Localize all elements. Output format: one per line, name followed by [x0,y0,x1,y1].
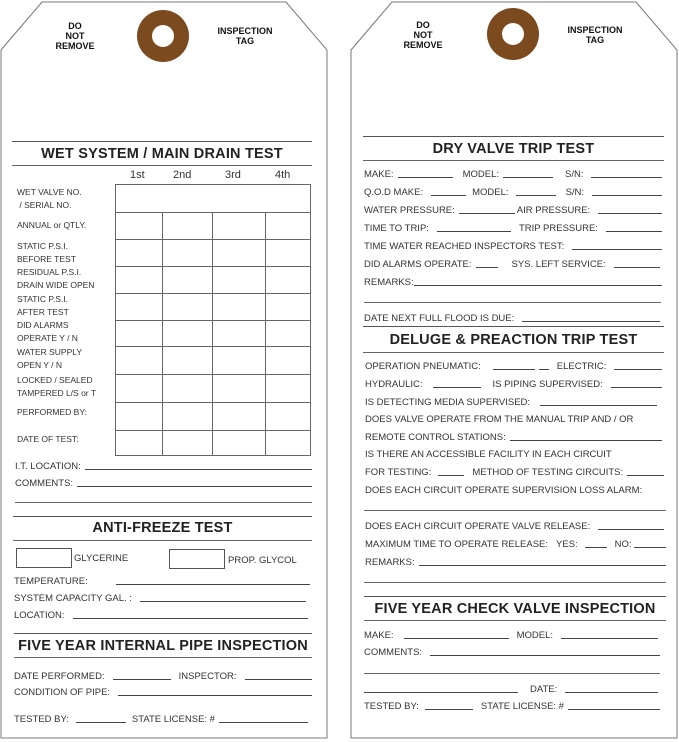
blank-line[interactable] [419,565,666,566]
yes-label: YES: [556,539,578,550]
qod-model-label: MODEL: [472,187,509,198]
grid-cell[interactable] [266,347,311,375]
grid-cell[interactable] [163,375,213,403]
max-time-label: MAXIMUM TIME TO OPERATE RELEASE: [365,539,549,550]
blank-line[interactable] [431,195,466,196]
glycerine-label: GLYCERINE [74,553,129,564]
detecting-label: IS DETECTING MEDIA SUPERVISED: [365,397,531,408]
prop-glycol-label: PROP. GLYCOL [228,555,297,566]
electric-label: ELECTRIC: [556,361,607,372]
grid-cell[interactable] [163,213,213,240]
rows-label: DRAIN WIDE OPEN [17,280,95,290]
comments-field[interactable] [15,476,312,489]
comments-label: COMMENTS: [364,647,423,658]
column-header-3rd: 3rd [225,169,241,181]
tested-by-field[interactable] [14,712,308,725]
remove-label: REMOVE [403,40,443,50]
date-next-label: DATE NEXT FULL FLOOD IS DUE: [364,313,515,324]
do-text: DO [68,21,82,31]
blank-line[interactable] [598,529,664,530]
grid-cell[interactable] [266,321,311,347]
trip-pressure-label: TRIP PRESSURE: [518,223,598,234]
grid-cell[interactable] [116,375,163,403]
blank-line[interactable] [611,387,662,388]
make-model-sn-field[interactable] [364,167,662,180]
blank-line[interactable] [493,369,535,370]
column-header-1st: 1st [130,169,145,181]
did-alarms-label: DID ALARMS OPERATE: [364,259,472,270]
grid-cell[interactable] [266,431,311,456]
blank-line[interactable] [510,440,662,441]
rows-label: / SERIAL NO. [17,200,72,210]
remote-label: REMOTE CONTROL STATIONS: [365,432,506,443]
deluge-remarks-field[interactable] [365,555,666,568]
blank-line[interactable] [140,601,306,602]
time-water-label: TIME WATER REACHED INSPECTORS TEST: [364,241,565,252]
model-label: MODEL: [516,630,553,641]
grid-cell[interactable] [116,321,163,347]
grid-cell[interactable] [266,213,311,240]
anti-freeze-title: ANTI-FREEZE TEST [92,520,233,536]
remarks-blank-line[interactable] [364,582,666,583]
blank-line[interactable] [116,584,310,585]
blank-line[interactable] [433,387,481,388]
air-pressure-label: AIR PRESSURE: [516,205,591,216]
remove-text: REMOVE [55,41,95,51]
grid-cell[interactable] [213,403,266,431]
rows-label: WET VALVE NO. [17,187,82,197]
not-label: NOT [413,30,433,40]
blank-line[interactable] [503,177,553,178]
tested-by-label: TESTED BY: [364,701,419,712]
rows-label: ANNUAL or QTLY. [17,220,87,230]
grid-cell[interactable] [163,240,213,267]
row-label-annual [17,219,86,232]
grid-cell[interactable] [213,321,266,347]
divider [12,165,312,166]
location-field[interactable] [14,608,308,621]
blank-line[interactable] [76,722,126,723]
blank-line[interactable] [425,709,473,710]
system-capacity-field[interactable] [14,591,306,604]
rows-label: RESIDUAL P.S.I. [17,267,82,277]
grid-cell[interactable] [213,347,266,375]
dry-valve-inspection-tag [350,0,679,742]
rows-label: STATIC P.S.I. [17,294,69,304]
blank-line[interactable] [591,177,662,178]
inspection-label: INSPECTION [567,25,623,35]
water-pressure-label: WATER PRESSURE: [364,205,455,216]
grid-cell[interactable] [163,403,213,431]
grid-cell[interactable] [213,213,266,240]
grid-cell[interactable] [213,267,266,294]
accessible-facility-text: IS THERE AN ACCESSIBLE FACILITY IN EACH CIRCUIT [365,449,612,460]
hydraulic-label: HYDRAULIC: [365,379,423,390]
blank-line[interactable] [627,475,664,476]
grommet-icon [137,10,189,62]
blank-line[interactable] [561,638,658,639]
blank-line[interactable] [430,655,660,656]
dry-valve-title: DRY VALVE TRIP TEST [432,141,595,157]
rows-label: PERFORMED BY: [17,407,87,417]
manual-trip-text: DOES VALVE OPERATE FROM THE MANUAL TRIP AND / OR [365,414,634,425]
pneumatic-electric-field[interactable] [365,359,662,372]
blank-line[interactable] [565,692,658,693]
divider [363,160,664,161]
divider [14,657,312,658]
blank-line[interactable] [598,213,662,214]
blank-line[interactable] [73,618,309,619]
blank-line[interactable] [85,469,312,470]
grid-cell[interactable] [116,213,163,240]
tested-by-label: TESTED BY: [14,714,69,725]
blank-line[interactable] [634,547,666,548]
remarks-blank-line[interactable] [364,302,661,303]
qod-field[interactable] [364,185,662,198]
check-tested-by-field[interactable] [364,699,660,712]
qod-sn-label: S/N: [565,187,585,198]
temperature-label: TEMPERATURE: [14,576,88,587]
blank-line[interactable] [614,369,662,370]
supervision-blank-line[interactable] [364,510,666,511]
supervision-loss-alarm-text: DOES EACH CIRCUIT OPERATE SUPERVISION LOSS ALARM: [365,485,643,496]
grid-cell[interactable] [266,240,311,267]
rows-label: WATER SUPPLY [17,347,83,357]
valve-release-field[interactable] [365,519,664,532]
grid-cell[interactable] [266,403,311,431]
divider [13,516,312,517]
check-make-model-field[interactable] [364,628,658,641]
grid-cell[interactable] [266,375,311,403]
tag-label: TAG [585,35,605,45]
condition-label: CONDITION OF PIPE: [14,687,111,698]
row-label-residual [17,266,94,292]
grid-cell[interactable] [163,294,213,321]
comments-blank-line[interactable] [15,502,312,503]
blank-line[interactable] [398,177,453,178]
inspection-tag-label [555,25,635,45]
date-next-flood-field[interactable] [364,311,660,324]
inspection-text: INSPECTION [217,26,273,36]
model-label: MODEL: [462,169,499,180]
rows-label: BEFORE TEST [17,254,76,264]
inspector-label: INSPECTOR: [178,671,237,682]
row-label-date-of-test [17,433,79,446]
date-performed-label: DATE PERFORMED: [14,671,105,682]
dry-remarks-field[interactable] [364,275,662,288]
prop-glycol-checkbox[interactable] [169,549,225,569]
time-water-field[interactable] [364,239,662,252]
grid-cell[interactable] [163,347,213,375]
blank-line[interactable] [585,547,607,548]
blank-line[interactable] [219,722,308,723]
it-location-label: I.T. LOCATION: [15,461,81,472]
date-label: DATE: [530,684,558,695]
rows-label: AFTER TEST [17,307,69,317]
do-not-remove-label [393,20,453,50]
deluge-title: DELUGE & PREACTION TRIP TEST [389,332,638,348]
grid-cell[interactable] [116,294,163,321]
blank-line[interactable] [539,369,549,370]
blank-line[interactable] [77,486,312,487]
rows-label: STATIC P.S.I. [17,241,69,251]
temperature-field[interactable] [14,574,310,587]
piping-label: IS PIPING SUPERVISED: [492,379,603,390]
grid-cell[interactable] [213,240,266,267]
comments-blank-line[interactable] [364,673,660,674]
testing-method-field[interactable] [365,465,664,478]
location-label: LOCATION: [14,610,65,621]
blank-line[interactable] [414,285,662,286]
grid-cell[interactable] [213,375,266,403]
divider [14,633,312,634]
detecting-media-field[interactable] [365,395,657,408]
blank-line[interactable] [113,679,171,680]
grid-cell[interactable] [213,431,266,456]
max-time-field[interactable] [365,537,666,550]
for-testing-label: FOR TESTING: [365,467,432,478]
it-location-field[interactable] [15,459,312,472]
blank-line[interactable] [118,695,312,696]
sys-left-label: SYS. LEFT SERVICE: [511,259,606,270]
row-label-static-before [17,240,76,266]
make-label: MAKE: [364,169,394,180]
blank-line[interactable] [606,231,662,232]
check-date-field[interactable] [364,682,658,695]
rows-label: DATE OF TEST: [17,434,79,444]
rows-label: OPEN Y / N [17,360,63,370]
remarks-label: REMARKS: [364,277,414,288]
divider [13,540,312,541]
blank-line[interactable] [516,195,556,196]
state-license-label: STATE LICENSE: # [131,714,215,725]
divider [363,326,664,327]
blank-line[interactable] [245,679,313,680]
grid-cell[interactable] [213,294,266,321]
check-valve-title: FIVE YEAR CHECK VALVE INSPECTION [374,601,656,617]
pneumatic-label: OPERATION PNEUMATIC: [365,361,481,372]
pressure-field[interactable] [364,203,662,216]
blank-line[interactable] [438,475,464,476]
blank-line[interactable] [540,405,657,406]
inspection-tag-label [205,26,285,46]
grid-cell[interactable] [116,431,163,456]
row-label-locked [17,374,96,400]
do-label: DO [416,20,430,30]
rows-label: OPERATE Y / N [17,333,78,343]
row-label-static-after [17,293,69,319]
wet-system-grid [115,184,311,456]
blank-line[interactable] [522,321,660,322]
grid-cell[interactable] [116,347,163,375]
wet-system-inspection-tag [0,0,329,742]
wet-system-title: WET SYSTEM / MAIN DRAIN TEST [41,146,283,162]
row-label-alarms [17,319,78,345]
blank-line[interactable] [568,709,660,710]
divider [364,620,666,621]
column-header-2nd: 2nd [173,169,192,181]
condition-field[interactable] [14,685,312,698]
pipe-inspection-title: FIVE YEAR INTERNAL PIPE INSPECTION [18,638,308,654]
rows-label: TAMPERED L/S or T [17,388,97,398]
rows-label: LOCKED / SEALED [17,375,93,385]
grid-cell[interactable] [163,431,213,456]
not-text: NOT [65,31,85,41]
row-label-water-supply [17,346,82,372]
capacity-label: SYSTEM CAPACITY GAL. : [14,593,132,604]
state-license-label: STATE LICENSE: # [480,701,564,712]
valve-release-label: DOES EACH CIRCUIT OPERATE VALVE RELEASE: [365,521,591,532]
make-label: MAKE: [364,630,394,641]
sn-label: S/N: [565,169,584,180]
grid-cell[interactable] [116,240,163,267]
method-label: METHOD OF TESTING CIRCUITS: [472,467,624,478]
blank-line[interactable] [614,267,660,268]
divider [12,141,312,142]
do-not-remove-label [45,21,105,51]
no-label: NO: [614,539,632,550]
blank-line[interactable] [572,249,662,250]
blank-line[interactable] [459,213,515,214]
comments-label: COMMENTS: [15,478,74,489]
blank-line[interactable] [437,231,511,232]
divider [363,136,664,137]
row-label-serial [17,186,82,212]
row-label-performed-by [17,406,87,419]
column-header-4th: 4th [275,169,291,181]
rows-label: DID ALARMS [17,320,69,330]
grid-cell[interactable] [266,294,311,321]
glycerine-checkbox[interactable] [16,548,72,568]
grid-cell[interactable] [163,267,213,294]
tag-text: TAG [235,36,255,46]
remote-control-field[interactable] [365,430,662,443]
grid-cell-serial[interactable] [116,185,311,213]
divider [363,352,664,353]
grid-cell[interactable] [163,321,213,347]
alarms-service-field[interactable] [364,257,660,270]
grid-cell[interactable] [116,267,163,294]
blank-line[interactable] [364,692,518,693]
blank-line[interactable] [476,267,498,268]
remarks-label: REMARKS: [365,557,415,568]
check-comments-field[interactable] [364,645,660,658]
trip-field[interactable] [364,221,662,234]
grid-cell[interactable] [266,267,311,294]
grommet-icon [487,8,539,60]
blank-line[interactable] [404,638,509,639]
blank-line[interactable] [592,195,662,196]
qod-make-label: Q.O.D MAKE: [364,187,424,198]
grid-cell[interactable] [116,403,163,431]
hydraulic-piping-field[interactable] [365,377,662,390]
divider [364,596,666,597]
date-performed-field[interactable] [14,669,312,682]
time-to-trip-label: TIME TO TRIP: [364,223,429,234]
